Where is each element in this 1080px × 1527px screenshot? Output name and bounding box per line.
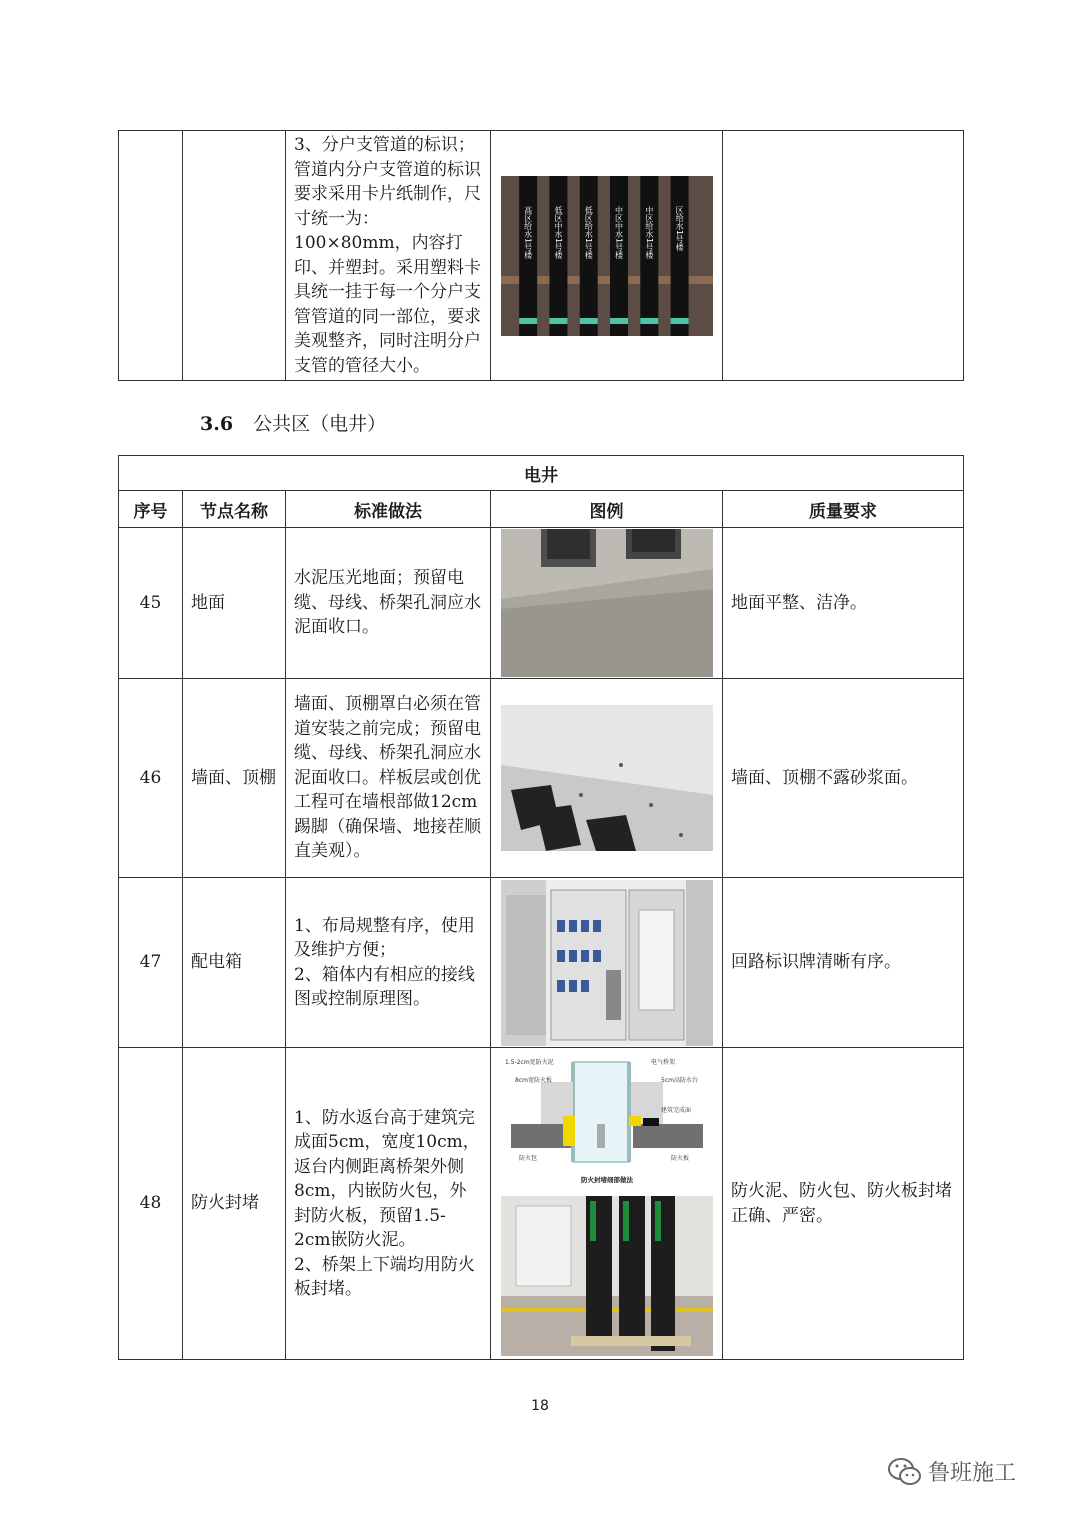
section-number: 3.6: [200, 413, 234, 435]
section-title: 公共区（电井）: [253, 413, 387, 435]
row-name: 墙面、顶棚: [183, 679, 286, 878]
top-table: [118, 130, 964, 381]
pipe: [670, 176, 688, 336]
row-quality: 墙面、顶棚不露砂浆面。: [723, 679, 964, 878]
diagram-label-b: 8cm宽防火板: [514, 1076, 552, 1084]
header-standard: 标准做法: [286, 491, 491, 528]
main-table: [118, 455, 964, 1360]
pipe-band: [610, 318, 628, 324]
floor-photo: [501, 529, 713, 677]
row-standard: 水泥压光地面；预留电缆、母线、桥架孔洞应水泥面收口。: [286, 528, 491, 679]
fire-sealing-diagram: [501, 1052, 713, 1192]
pipe-band: [579, 318, 597, 324]
row-image: [491, 528, 723, 679]
pipe-labels-photo: [501, 176, 713, 336]
pipe-band: [549, 318, 567, 324]
fire-sealing-photo: [501, 1196, 713, 1356]
pipe-band: [519, 318, 537, 324]
page-number: 18: [531, 1398, 549, 1414]
header-quality: 质量要求: [723, 491, 964, 528]
watermark-text: 鲁班施工: [928, 1461, 1017, 1486]
diagram-label-e: 建筑完成面: [660, 1106, 691, 1114]
row-quality: 地面平整、洁净。: [723, 528, 964, 679]
table-row: [119, 878, 964, 1048]
row-standard: 墙面、顶棚罩白必须在管道安装之前完成；预留电缆、母线、桥架孔洞应水泥面收口。样板层或创优工程可在墙根部做12cm踢脚（确保墙、地接茬顺直美观）。: [286, 679, 491, 878]
row-image: [491, 878, 723, 1048]
table-row: [119, 1048, 964, 1360]
section-heading: [200, 409, 386, 436]
wechat-icon: [888, 1457, 922, 1487]
row-image: [491, 679, 723, 878]
top-image-cell: [491, 131, 723, 381]
table-row: [119, 679, 964, 878]
diagram-label-c: 电气桥架: [650, 1058, 675, 1066]
distribution-box-photo: [501, 880, 713, 1046]
row-image: [491, 1048, 723, 1360]
top-standard-text: 3、分户支管道的标识；管道内分户支管道的标识要求采用卡片纸制作，尺寸统一为：100×80mm，内容打印、并塑封。采用塑料卡具统一挂于每一个分户支管管道的同一部位，要求美观整齐，同时注明分户支管的管径大小。: [294, 135, 481, 376]
diagram-label-d: 5cm高防水台: [660, 1076, 698, 1084]
top-standard-cell: [286, 131, 491, 381]
row-no: 47: [119, 878, 183, 1048]
top-no-cell: [119, 131, 183, 381]
row-standard: 1、防水返台高于建筑完成面5cm，宽度10cm，返台内侧距离桥架外侧8cm，内嵌防火包，外封防火板，预留1.5-2cm嵌防火泥。 2、桥架上下端均用防火板封堵。: [286, 1048, 491, 1360]
row-name: 防火封堵: [183, 1048, 286, 1360]
top-quality-cell: [723, 131, 964, 381]
diagram-label-g: 防火板: [670, 1154, 689, 1162]
pipe-label: 低区给水1号楼: [583, 205, 593, 259]
pipe-label: 中区中水1号楼: [614, 205, 624, 259]
diagram-label-a: 1.5-2cm宽防火泥: [504, 1058, 554, 1066]
pipe-label: 中区给水1号楼: [644, 205, 654, 259]
pipe-label: 区给水1号楼: [674, 205, 684, 251]
table-row: [119, 528, 964, 679]
header-no: 序号: [119, 491, 183, 528]
pipe-label: 低区中水1号楼: [553, 205, 563, 259]
diagram-caption: 防火封堵细部做法: [580, 1175, 633, 1184]
row-quality: 回路标识牌清晰有序。: [723, 878, 964, 1048]
row-no: 45: [119, 528, 183, 679]
row-quality: 防火泥、防火包、防火板封堵正确、严密。: [723, 1048, 964, 1360]
pipe-band: [640, 318, 658, 324]
row-no: 48: [119, 1048, 183, 1360]
watermark: [888, 1456, 1016, 1487]
row-standard: 1、布局规整有序，使用及维护方便； 2、箱体内有相应的接线图或控制原理图。: [286, 878, 491, 1048]
row-name: 地面: [183, 528, 286, 679]
wall-ceiling-photo: [501, 705, 713, 851]
row-no: 46: [119, 679, 183, 878]
header-name: 节点名称: [183, 491, 286, 528]
diagram-label-f: 防火包: [518, 1154, 537, 1162]
pipe-label: 高区给水1号楼: [523, 205, 533, 259]
row-name: 配电箱: [183, 878, 286, 1048]
top-name-cell: [183, 131, 286, 381]
pipe-band: [670, 318, 688, 324]
table-title: 电井: [119, 456, 964, 491]
header-legend: 图例: [491, 491, 723, 528]
